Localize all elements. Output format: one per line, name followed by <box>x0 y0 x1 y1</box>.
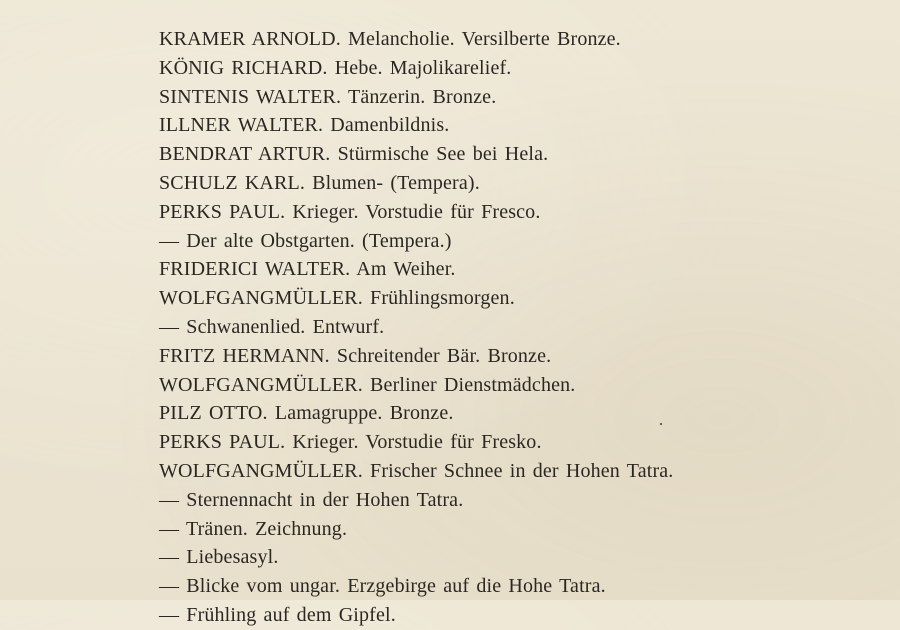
entry-text: WOLFGANGMÜLLER. Frischer Schnee in der Hohen Tatra. <box>159 459 674 482</box>
entry-text: — Tränen. Zeichnung. <box>159 517 348 540</box>
entry-text: — Sternennacht in der Hohen Tatra. <box>159 488 464 511</box>
entry-text: — Schwanenlied. Entwurf. <box>159 315 385 338</box>
entry-text: — Blicke vom ungar. Erzgebirge auf die Hohe Tatra. <box>159 575 606 598</box>
entry-text: WOLFGANGMÜLLER. Berliner Dienstmädchen. <box>159 373 576 396</box>
entry-text: — Frühling auf dem Gipfel. <box>159 603 396 626</box>
entry-text: PERKS PAUL. Krieger. Vorstudie für Fresco. <box>159 200 541 223</box>
ink-speck <box>660 423 662 425</box>
entry-text: FRITZ HERMANN. Schreitender Bär. Bronze. <box>159 344 552 367</box>
entry-text: FRIDERICI WALTER. Am Weiher. <box>159 258 456 281</box>
entry-text: ILLNER WALTER. Damenbildnis. <box>159 114 450 137</box>
entry-text: SINTENIS WALTER. Tänzerin. Bronze. <box>159 85 497 108</box>
entry-text: BENDRAT ARTUR. Stürmische See bei Hela. <box>159 143 549 166</box>
entry-text: SCHULZ KARL. Blumen- (Tempera). <box>159 171 480 194</box>
entry-text: PERKS PAUL. Krieger. Vorstudie für Fresko. <box>159 431 542 454</box>
entry-text: PILZ OTTO. Lamagruppe. Bronze. <box>159 402 454 425</box>
entry-text: — Der alte Obstgarten. (Tempera.) <box>159 229 452 252</box>
entry-text: WOLFGANGMÜLLER. Frühlingsmorgen. <box>159 287 515 310</box>
entry-text: — Liebesasyl. <box>159 546 279 569</box>
entry-text: KÖNIG RICHARD. Hebe. Majolikarelief. <box>159 56 512 79</box>
entry-text: KRAMER ARNOLD. Melancholie. Versilberte Bronze. <box>159 28 621 50</box>
